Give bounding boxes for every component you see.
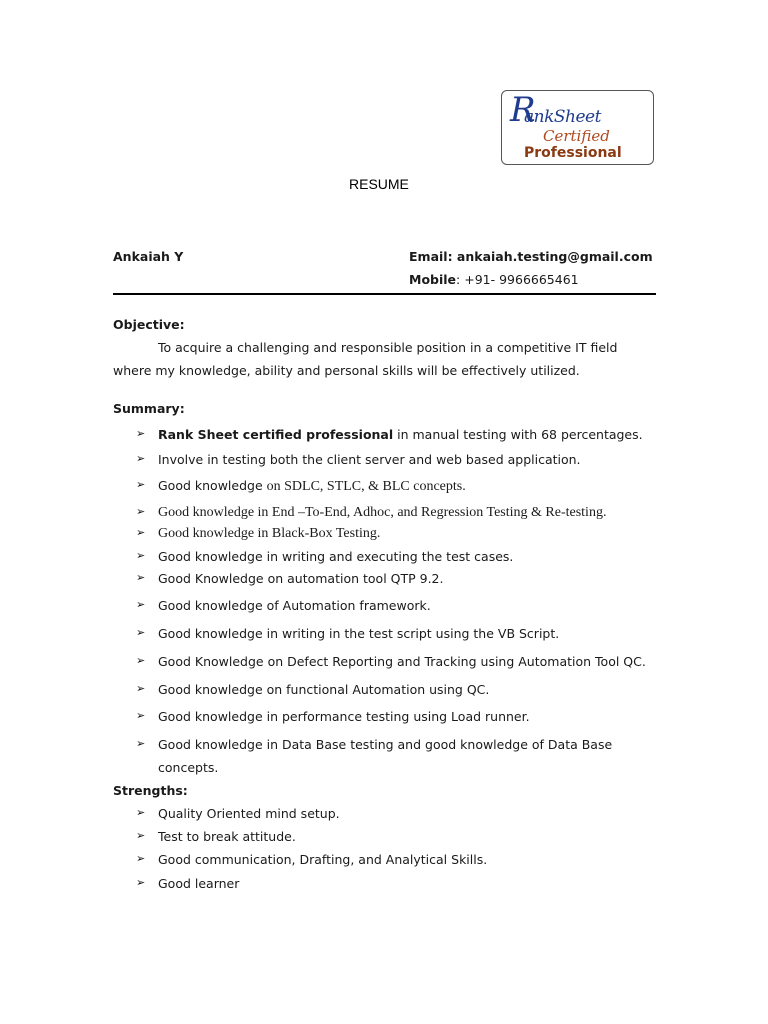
summary-item-bold: Rank Sheet certified professional <box>158 427 394 442</box>
summary-item-text: Good Knowledge on automation tool QTP 9.2. <box>158 571 444 586</box>
summary-item-continuation: concepts. <box>158 760 219 775</box>
candidate-name: Ankaiah Y <box>113 249 184 264</box>
bullet-arrow-icon: ➢ <box>136 806 146 819</box>
mobile-value: : +91- 9966665461 <box>456 272 579 287</box>
bullet-arrow-icon: ➢ <box>136 654 146 667</box>
summary-item-text: in manual testing with 68 percentages. <box>393 427 643 442</box>
summary-item-text: Good knowledge in performance testing using Load runner. <box>158 709 530 724</box>
summary-item-text: Good knowledge in writing in the test script using the VB Script. <box>158 626 560 641</box>
strength-item-text: Quality Oriented mind setup. <box>158 806 340 821</box>
bullet-arrow-icon: ➢ <box>136 829 146 842</box>
bullet-arrow-icon: ➢ <box>136 682 146 695</box>
bullet-arrow-icon: ➢ <box>136 505 146 518</box>
strength-item-text: Test to break attitude. <box>158 829 296 844</box>
summary-item-text: Good knowledge in Data Base testing and good knowledge of Data Base <box>158 737 613 752</box>
logo-rank-sheet-text: ankSheet <box>524 107 601 127</box>
bullet-arrow-icon: ➢ <box>136 852 146 865</box>
objective-heading: Objective: <box>113 317 185 332</box>
logo-certified-text: Certified <box>543 127 610 145</box>
objective-line-2: where my knowledge, ability and personal skills will be effectively utilized. <box>113 363 580 378</box>
bullet-arrow-icon: ➢ <box>136 709 146 722</box>
rank-sheet-certified-logo <box>501 90 654 165</box>
bullet-arrow-icon: ➢ <box>136 427 146 440</box>
summary-item-text: Good knowledge on functional Automation using QC. <box>158 682 490 697</box>
objective-line-1: To acquire a challenging and responsible position in a competitive IT field <box>158 340 618 355</box>
logo-professional-text: Professional <box>524 145 622 161</box>
bullet-arrow-icon: ➢ <box>136 598 146 611</box>
bullet-arrow-icon: ➢ <box>136 478 146 491</box>
bullet-arrow-icon: ➢ <box>136 452 146 465</box>
mobile-line <box>409 272 579 287</box>
document-title: RESUME <box>349 176 409 192</box>
summary-heading: Summary: <box>113 401 185 416</box>
summary-item-text: Involve in testing both the client server and web based application. <box>158 452 581 467</box>
strength-item-text: Good learner <box>158 876 240 891</box>
bullet-arrow-icon: ➢ <box>136 571 146 584</box>
email-line: Email: ankaiah.testing@gmail.com <box>409 249 653 264</box>
summary-item-text: Good knowledge of Automation framework. <box>158 598 431 613</box>
summary-item-text: Good knowledge in End –To-End, Adhoc, and Regression Testing & Re-testing. <box>158 505 607 520</box>
logo-letter-r: R <box>510 90 536 130</box>
header-divider <box>113 293 656 295</box>
summary-item-text: Good Knowledge on Defect Reporting and Tracking using Automation Tool QC. <box>158 654 646 669</box>
bullet-arrow-icon: ➢ <box>136 626 146 639</box>
summary-item-text: Good knowledge in writing and executing the test cases. <box>158 549 514 564</box>
mobile-label: Mobile <box>409 272 457 287</box>
bullet-arrow-icon: ➢ <box>136 549 146 562</box>
bullet-arrow-icon: ➢ <box>136 876 146 889</box>
summary-item-text: Good knowledge in Black-Box Testing. <box>158 526 381 541</box>
bullet-arrow-icon: ➢ <box>136 526 146 539</box>
strengths-heading: Strengths: <box>113 783 188 798</box>
strength-item-text: Good communication, Drafting, and Analytical Skills. <box>158 852 488 867</box>
summary-item-text: Good knowledge <box>158 478 267 493</box>
summary-item-text-serif: on SDLC, STLC, & BLC concepts. <box>266 479 466 494</box>
bullet-arrow-icon: ➢ <box>136 737 146 750</box>
